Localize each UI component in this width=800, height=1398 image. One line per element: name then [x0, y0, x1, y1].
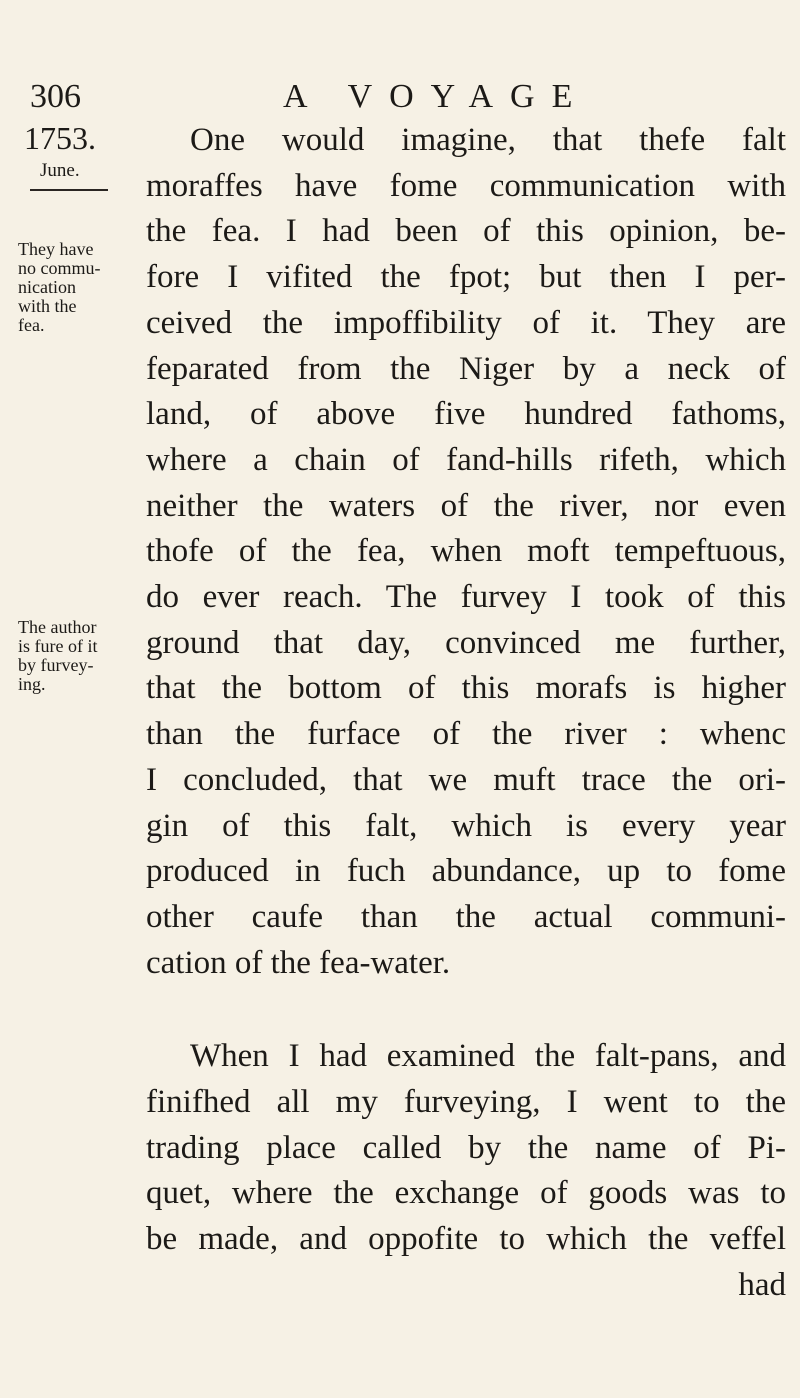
text-line: thofe of the fea, when moft tempeftuous, [146, 533, 786, 570]
margin-note-line: by furvey- [18, 655, 94, 675]
text-line: other caufe than the actual communi- [146, 898, 786, 935]
text-line: finifhed all my furveying, I went to the [146, 1084, 786, 1121]
text-line: trading place called by the name of Pi- [146, 1129, 786, 1166]
paragraph [146, 1034, 786, 1308]
text-line: neither the waters of the river, nor even [146, 487, 786, 524]
page-number: 306 [30, 78, 81, 115]
margin-note-line: no commu- [18, 258, 101, 278]
text-line: fore I vifited the fpot; but then I per- [146, 259, 786, 296]
text-line: than the furface of the river : whenc [146, 716, 786, 753]
text-line: quet, where the exchange of goods was to [146, 1175, 786, 1212]
text-line: land, of above five hundred fathoms, [146, 396, 786, 433]
catchword: had [738, 1266, 786, 1303]
margin-note-line: They have [18, 239, 94, 259]
text-line: feparated from the Niger by a neck of [146, 350, 786, 387]
text-line: I concluded, that we muft trace the ori- [146, 761, 786, 798]
text-line: gin of this falt, which is every year [146, 807, 786, 844]
text-line: the fea. I had been of this opinion, be- [146, 213, 786, 250]
margin-note-survey [18, 618, 128, 694]
text-line: where a chain of fand-hills rifeth, which [146, 441, 786, 478]
text-line: cation of the fea-water. [146, 944, 451, 981]
text-line: ground that day, convinced me further, [146, 624, 786, 661]
margin-year: 1753. [24, 120, 96, 156]
text-line: ceived the impoffibility of it. They are [146, 304, 786, 341]
text-line: be made, and oppofite to which the veffel [146, 1221, 786, 1258]
text-line: that the bottom of this morafs is higher [146, 670, 786, 707]
running-head: A VOYAGE [283, 78, 590, 115]
margin-note-line: with the [18, 296, 77, 316]
margin-note-line: nication [18, 277, 76, 297]
margin-note-line: is fure of it [18, 636, 98, 656]
text-line: One would imagine, that thefe falt [190, 122, 786, 158]
margin-note-line: fea. [18, 315, 45, 335]
margin-month: June. [40, 160, 80, 181]
margin-rule [30, 189, 108, 191]
margin-note-line: ing. [18, 674, 46, 694]
margin-note-communication [18, 240, 128, 335]
text-line: produced in fuch abundance, up to fome [146, 853, 786, 890]
text-line: moraffes have fome communication with [146, 167, 786, 204]
margin-note-line: The author [18, 617, 97, 637]
body-text [146, 118, 786, 1309]
text-line: When I had examined the falt-pans, and [190, 1038, 786, 1075]
paragraph [146, 118, 786, 986]
text-line: do ever reach. The furvey I took of this [146, 579, 786, 616]
